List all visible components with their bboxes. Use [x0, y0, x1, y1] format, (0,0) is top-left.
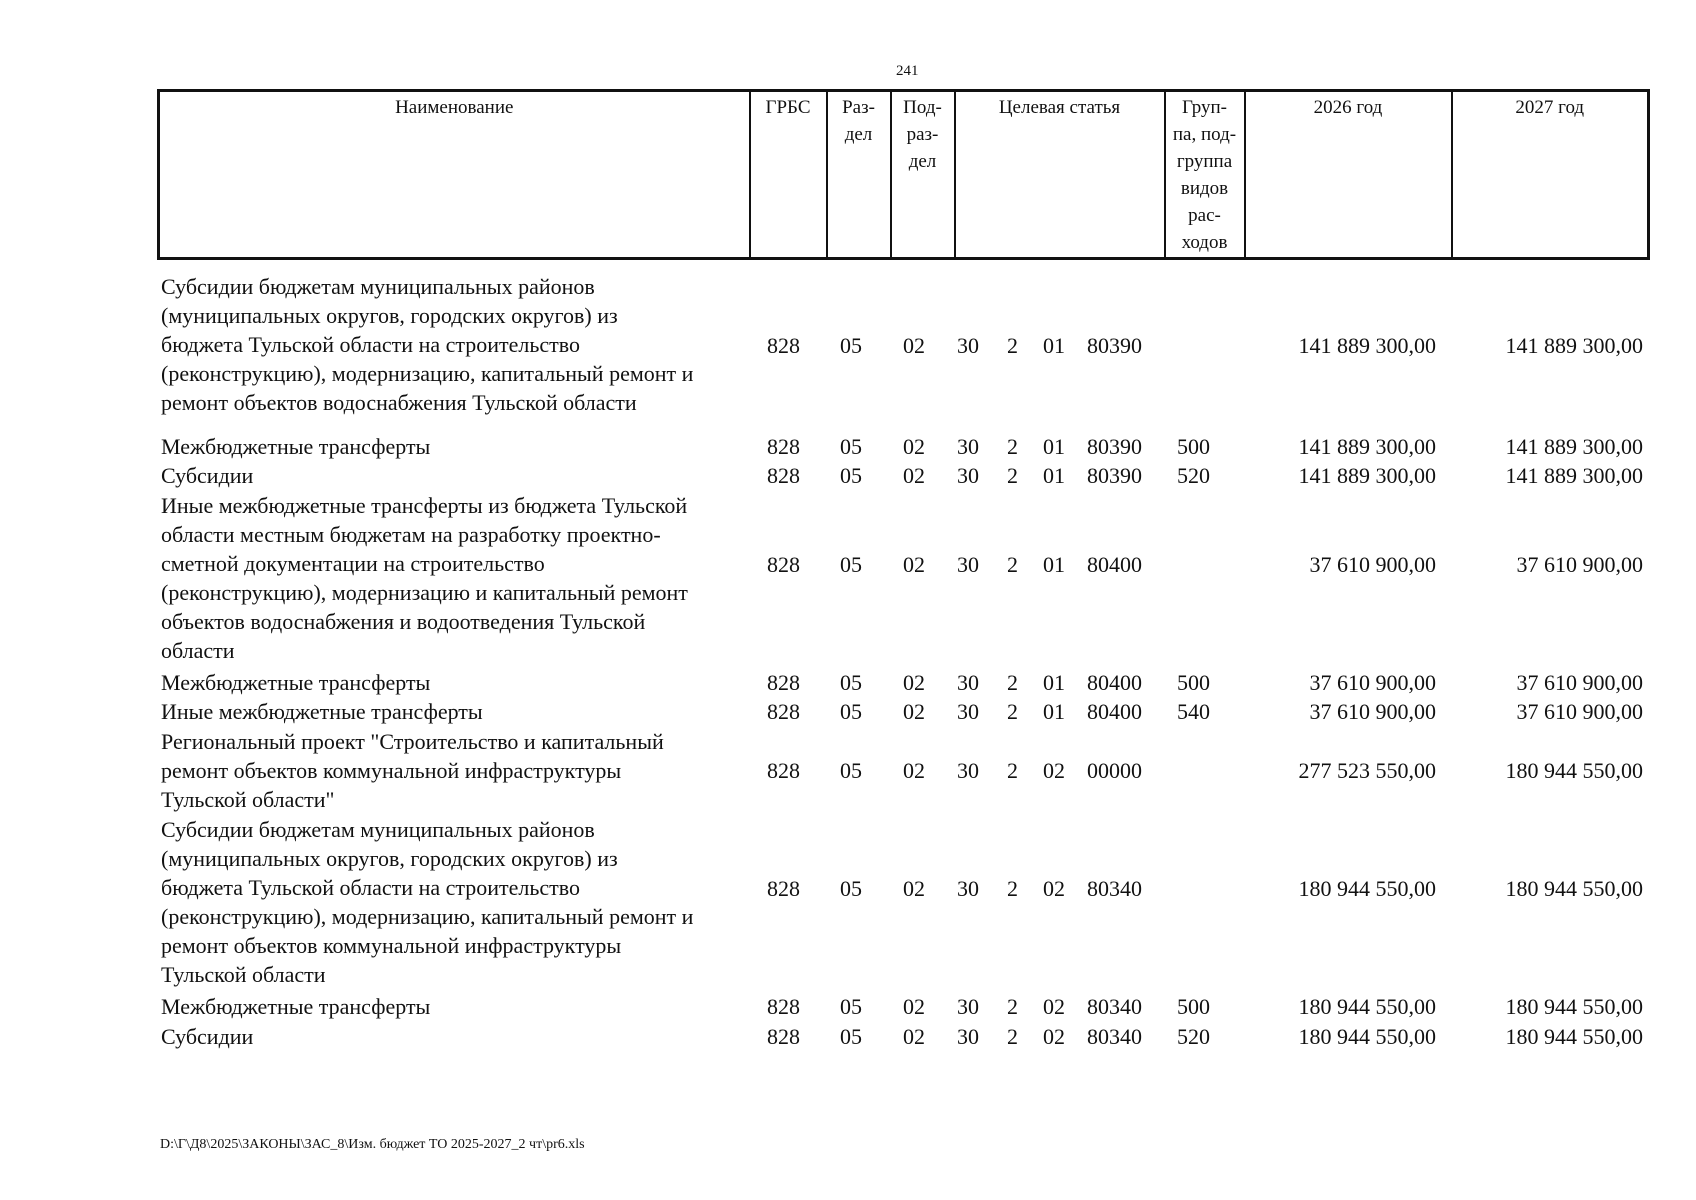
header-line: ходов: [1181, 232, 1228, 253]
target-subprogram-cell: 2: [1007, 1023, 1018, 1049]
header-line: ГРБС: [765, 97, 811, 118]
target-direction-cell: 80400: [1087, 551, 1142, 577]
razdel-cell: 05: [840, 463, 862, 488]
row-name-line: Субсидии бюджетам муниципальных районов: [161, 817, 595, 842]
razdel-cell: 05: [840, 876, 862, 901]
row-name-line: Межбюджетные трансферты: [161, 669, 431, 695]
table-row: [0, 697, 1696, 727]
row-name-line: Субсидии: [161, 1023, 254, 1049]
target-direction-cell: 80400: [1087, 669, 1142, 695]
target-subprogram-cell: 2: [1007, 463, 1018, 488]
razdel-cell: 05: [840, 699, 862, 724]
razdel-cell: 05: [840, 1023, 862, 1049]
razdel-cell: 05: [840, 433, 862, 459]
header-line: дел: [844, 124, 873, 145]
razdel-cell: 05: [840, 758, 862, 783]
podrazdel-cell: 02: [903, 463, 925, 488]
row-name: [161, 1022, 756, 1051]
target-program-cell: 30: [957, 699, 979, 724]
row-name-line: области местным бюджетам на разработку проектно-: [161, 521, 661, 547]
row-name-line: бюджета Тульской области на строительство: [161, 332, 581, 357]
razdel-cell: 05: [840, 669, 862, 695]
podrazdel-cell: 02: [903, 699, 925, 724]
amount-2027-cell: 180 944 550,00: [1505, 994, 1643, 1019]
row-name: [161, 461, 756, 490]
row-name-line: сметной документации на строительство: [161, 550, 545, 576]
podrazdel-cell: 02: [903, 758, 925, 783]
table-row: [0, 461, 1696, 491]
row-name-line: ремонт объектов коммунальной инфраструктуры: [161, 757, 622, 783]
expense-group-cell: 500: [1177, 669, 1210, 695]
row-name: [161, 668, 756, 697]
target-subprogram-cell: 2: [1007, 699, 1018, 724]
row-name-line: объектов водоснабжения и водоотведения Тульской: [161, 608, 646, 634]
target-direction-cell: 80340: [1087, 1023, 1142, 1049]
row-name-line: Субсидии: [161, 463, 254, 488]
target-direction-cell: 80340: [1087, 994, 1142, 1019]
table-row: [0, 992, 1696, 1022]
grbs-cell: 828: [767, 699, 800, 724]
target-event-cell: 01: [1043, 333, 1065, 358]
podrazdel-cell: 02: [903, 433, 925, 459]
row-name-line: Иные межбюджетные трансферты из бюджета Тульской: [161, 492, 688, 518]
header-line: Раз-: [842, 97, 875, 118]
file-path-footer: D:\Г\Д8\2025\ЗАКОНЫ\ЗАС_8\Изм. бюджет ТО 2025-2027_2 чт\pr6.xls: [160, 1137, 585, 1152]
grbs-cell: 828: [767, 994, 800, 1019]
table-body: [0, 272, 1696, 1051]
header-expense-group: [1165, 91, 1245, 259]
row-name: [161, 272, 756, 417]
podrazdel-cell: 02: [903, 876, 925, 901]
target-event-cell: 01: [1043, 463, 1065, 488]
header-name: [159, 91, 750, 259]
target-event-cell: 02: [1043, 876, 1065, 901]
table-row: [0, 491, 1696, 668]
target-event-cell: 02: [1043, 1023, 1065, 1049]
expense-group-cell: 500: [1177, 433, 1210, 459]
amount-2027-cell: 141 889 300,00: [1505, 463, 1643, 488]
grbs-cell: 828: [767, 433, 800, 459]
target-program-cell: 30: [957, 333, 979, 358]
row-name-line: ремонт объектов водоснабжения Тульской области: [161, 390, 637, 415]
podrazdel-cell: 02: [903, 551, 925, 577]
amount-2026-cell: 180 944 550,00: [1298, 994, 1436, 1019]
target-program-cell: 30: [957, 876, 979, 901]
row-name-line: Межбюджетные трансферты: [161, 433, 431, 459]
amount-2026-cell: 37 610 900,00: [1309, 699, 1436, 724]
target-subprogram-cell: 2: [1007, 994, 1018, 1019]
grbs-cell: 828: [767, 758, 800, 783]
row-name-line: Тульской области": [161, 786, 335, 812]
amount-2027-cell: 180 944 550,00: [1505, 758, 1643, 783]
header-line: 2027 год: [1515, 97, 1585, 118]
row-name: [161, 992, 756, 1021]
header-grbs: [750, 91, 827, 259]
target-direction-cell: 80390: [1087, 463, 1142, 488]
target-event-cell: 01: [1043, 433, 1065, 459]
target-program-cell: 30: [957, 669, 979, 695]
target-subprogram-cell: 2: [1007, 876, 1018, 901]
target-event-cell: 01: [1043, 551, 1065, 577]
razdel-cell: 05: [840, 994, 862, 1019]
amount-2027-cell: 180 944 550,00: [1505, 1023, 1643, 1049]
target-subprogram-cell: 2: [1007, 551, 1018, 577]
target-event-cell: 01: [1043, 699, 1065, 724]
header-podrazdel: [891, 91, 955, 259]
target-program-cell: 30: [957, 1023, 979, 1049]
expense-group-cell: 500: [1177, 994, 1210, 1019]
grbs-cell: 828: [767, 551, 800, 577]
row-name: [161, 697, 756, 726]
amount-2027-cell: 37 610 900,00: [1516, 699, 1643, 724]
header-year-2026: [1245, 91, 1452, 259]
table-row: [0, 1022, 1696, 1052]
amount-2026-cell: 180 944 550,00: [1298, 876, 1436, 901]
target-direction-cell: 00000: [1087, 758, 1142, 783]
grbs-cell: 828: [767, 1023, 800, 1049]
table-row: [0, 668, 1696, 698]
header-year-2027: [1452, 91, 1649, 259]
header-line: раз-: [906, 124, 939, 145]
row-name: [161, 815, 756, 989]
target-program-cell: 30: [957, 994, 979, 1019]
row-name-line: (муниципальных округов, городских округов) из: [161, 303, 618, 328]
target-event-cell: 02: [1043, 758, 1065, 783]
row-name: [161, 491, 756, 665]
podrazdel-cell: 02: [903, 1023, 925, 1049]
row-name-line: Субсидии бюджетам муниципальных районов: [161, 274, 595, 299]
header-line: дел: [908, 151, 937, 172]
table-row: [0, 272, 1696, 420]
header-line: Груп-: [1181, 97, 1228, 118]
header-line: Наименование: [395, 97, 514, 118]
expense-group-cell: 520: [1177, 463, 1210, 488]
row-name-line: (реконструкцию), модернизацию, капитальный ремонт и: [161, 361, 694, 386]
grbs-cell: 828: [767, 463, 800, 488]
amount-2026-cell: 180 944 550,00: [1298, 1023, 1436, 1049]
target-direction-cell: 80400: [1087, 699, 1142, 724]
target-program-cell: 30: [957, 433, 979, 459]
header-line: группа: [1176, 151, 1233, 172]
amount-2026-cell: 277 523 550,00: [1298, 758, 1436, 783]
row-name-line: области: [161, 637, 235, 663]
target-subprogram-cell: 2: [1007, 758, 1018, 783]
target-subprogram-cell: 2: [1007, 333, 1018, 358]
row-name-line: Иные межбюджетные трансферты: [161, 699, 483, 724]
razdel-cell: 05: [840, 551, 862, 577]
row-name-line: бюджета Тульской области на строительство: [161, 875, 581, 900]
grbs-cell: 828: [767, 333, 800, 358]
podrazdel-cell: 02: [903, 333, 925, 358]
amount-2027-cell: 141 889 300,00: [1505, 433, 1643, 459]
table-row: [0, 432, 1696, 462]
amount-2026-cell: 37 610 900,00: [1309, 551, 1436, 577]
row-name-line: Тульской области: [161, 962, 326, 987]
target-program-cell: 30: [957, 463, 979, 488]
page-number: 241: [896, 63, 919, 79]
amount-2026-cell: 37 610 900,00: [1309, 669, 1436, 695]
header-razdel: [827, 91, 891, 259]
target-event-cell: 02: [1043, 994, 1065, 1019]
amount-2027-cell: 141 889 300,00: [1505, 333, 1643, 358]
target-direction-cell: 80390: [1087, 333, 1142, 358]
amount-2026-cell: 141 889 300,00: [1298, 433, 1436, 459]
row-name: [161, 432, 756, 461]
header-line: па, под-: [1172, 124, 1237, 145]
target-program-cell: 30: [957, 551, 979, 577]
amount-2026-cell: 141 889 300,00: [1298, 463, 1436, 488]
row-name: [161, 727, 756, 814]
header-line: Под-: [903, 97, 942, 118]
target-direction-cell: 80340: [1087, 876, 1142, 901]
table-row: [0, 815, 1696, 992]
header-target-article: [955, 91, 1165, 259]
expense-group-cell: 520: [1177, 1023, 1210, 1049]
grbs-cell: 828: [767, 876, 800, 901]
header-line: видов: [1180, 178, 1229, 199]
target-program-cell: 30: [957, 758, 979, 783]
header-line: 2026 год: [1313, 97, 1383, 118]
row-name-line: Региональный проект "Строительство и капитальный: [161, 728, 664, 754]
amount-2026-cell: 141 889 300,00: [1298, 333, 1436, 358]
target-direction-cell: 80390: [1087, 433, 1142, 459]
podrazdel-cell: 02: [903, 994, 925, 1019]
row-name-line: (реконструкцию), модернизацию, капитальный ремонт и: [161, 904, 694, 929]
razdel-cell: 05: [840, 333, 862, 358]
amount-2027-cell: 37 610 900,00: [1516, 551, 1643, 577]
table-header: [157, 89, 1650, 260]
target-subprogram-cell: 2: [1007, 669, 1018, 695]
amount-2027-cell: 37 610 900,00: [1516, 669, 1643, 695]
row-name-line: ремонт объектов коммунальной инфраструктуры: [161, 933, 622, 958]
header-line: Целевая статья: [998, 97, 1121, 118]
expense-group-cell: 540: [1177, 699, 1210, 724]
podrazdel-cell: 02: [903, 669, 925, 695]
table-row: [0, 727, 1696, 816]
row-name-line: (муниципальных округов, городских округов) из: [161, 846, 618, 871]
header-line: рас-: [1188, 205, 1221, 226]
grbs-cell: 828: [767, 669, 800, 695]
target-event-cell: 01: [1043, 669, 1065, 695]
target-subprogram-cell: 2: [1007, 433, 1018, 459]
row-name-line: (реконструкцию), модернизацию и капитальный ремонт: [161, 579, 688, 605]
row-name-line: Межбюджетные трансферты: [161, 994, 431, 1019]
amount-2027-cell: 180 944 550,00: [1505, 876, 1643, 901]
